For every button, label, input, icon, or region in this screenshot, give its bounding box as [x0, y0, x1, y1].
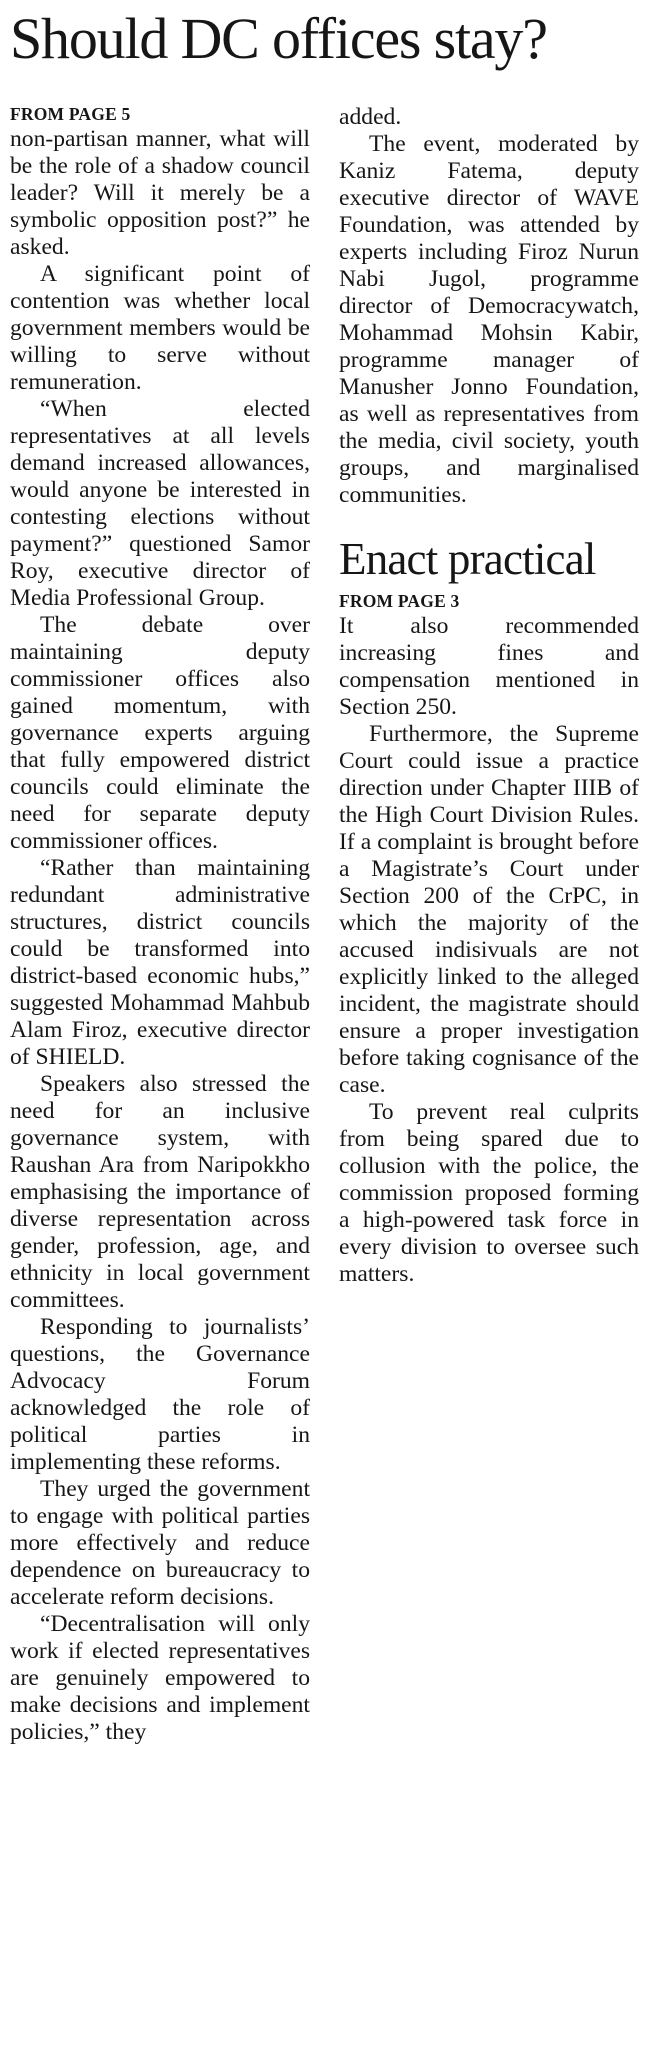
article-paragraph: A significant point of contention was whether local government members would be willing to serve without remuneration.	[10, 261, 310, 395]
article-paragraph: “Rather than maintaining redundant administrative structures, district councils could be transformed into district-based economic hubs,” suggested Mohammad Mahbub Alam Firoz, executive director of SHIELD.	[10, 855, 310, 1070]
article-paragraph: To prevent real culprits from being spared due to collusion with the police, the commission proposed forming a high-powered task force in every division to oversee such matters.	[339, 1099, 639, 1287]
article-paragraph: added.	[339, 104, 402, 130]
article-paragraph: The event, moderated by Kaniz Fatema, deputy executive director of WAVE Foundation, was attended by experts including Firoz Nurun Nabi Jugol, programme director of Democracywatch, Mohammad Mohsin Kabir, programme manager of Manusher Jonno Foundation, as well as representatives from the media, civil society, youth groups, and marginalised communities.	[339, 131, 639, 508]
headline: Should DC offices stay?	[10, 6, 547, 71]
article-paragraph: Responding to journalists’ questions, the Governance Advocacy Forum acknowledged the role of political parties in implementing these reforms.	[10, 1314, 310, 1475]
article-paragraph: non-partisan manner, what will be the role of a shadow council leader? Will it merely be a symbolic opposition post?” he asked.	[10, 126, 310, 260]
article-paragraph: “When elected representatives at all levels demand increased allowances, would anyone be interested in contesting elections without payment?” questioned Samor Roy, executive director of Media Professional Group.	[10, 396, 310, 611]
article-paragraph: They urged the government to engage with political parties more effectively and reduce dependence on bureaucracy to accelerate reform decisions.	[10, 1476, 310, 1610]
article-column-left	[10, 104, 310, 1746]
jump-line: FROM PAGE 3	[339, 591, 460, 611]
second-headline: Enact practical	[339, 534, 596, 584]
article-paragraph: Furthermore, the Supreme Court could issue a practice direction under Chapter IIIB of the High Court Division Rules. If a complaint is brought before a Magistrate’s Court under Section 200 of the CrPC, in which the majority of the accused indisivuals are not explicitly linked to the alleged incident, the magistrate should ensure a proper investigation before taking cognisance of the case.	[339, 721, 639, 1098]
jump-line: FROM PAGE 5	[10, 104, 131, 124]
article-paragraph: Speakers also stressed the need for an inclusive governance system, with Raushan Ara from Naripokkho emphasising the importance of diverse representation across gender, profession, age, and ethnicity in local government committees.	[10, 1071, 310, 1313]
article-paragraph: It also recommended increasing fines and compensation mentioned in Section 250.	[339, 613, 639, 720]
article-paragraph: “Decentralisation will only work if elected representatives are genuinely empowered to make decisions and implement policies,” they	[10, 1611, 310, 1745]
article-column-right	[339, 104, 639, 1288]
article-paragraph: The debate over maintaining deputy commissioner offices also gained momentum, with governance experts arguing that fully empowered district councils could eliminate the need for separate deputy commissioner offices.	[10, 612, 310, 854]
